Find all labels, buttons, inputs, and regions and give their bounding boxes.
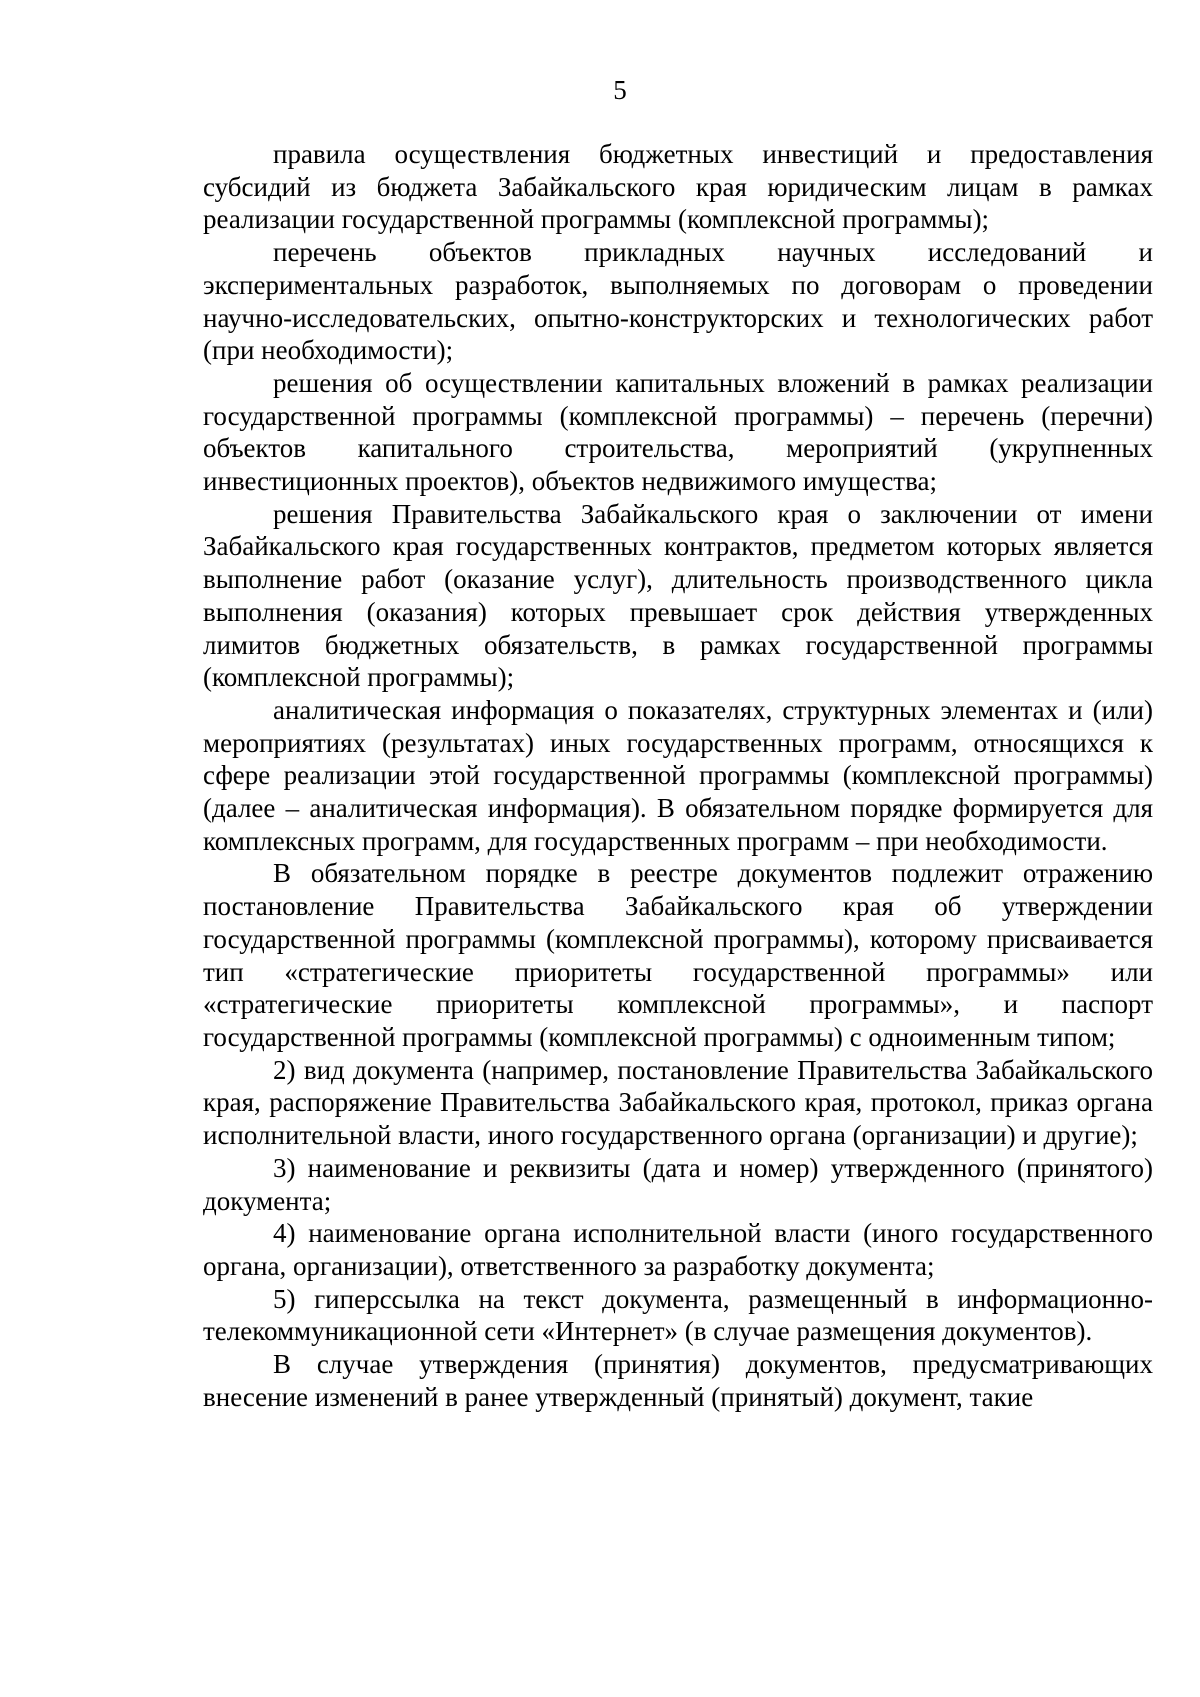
paragraph-government-contracts-decisions: решения Правительства Забайкальского края о заключении от имени Забайкальского края государственных контрактов, предметом которых является выполнение работ (оказание услуг), длительность производственного цикла выполнения (оказания) которых превышает срок действия утвержденных лимитов бюджетных обязательств, в рамках государственной программы (комплексной программы); (203, 498, 1153, 693)
paragraph-item-2-document-type: 2) вид документа (например, постановление Правительства Забайкальского края, распоряжение Правительства Забайкальского края, протокол, приказ органа исполнительной власти, иного государственного органа (организации) и другие); (203, 1054, 1153, 1151)
page-number: 5 (613, 75, 627, 105)
paragraph-item-5-hyperlink: 5) гиперссылка на текст документа, размещенный в информационно-телекоммуникационной сети «Интернет» (в случае размещения документов). (203, 1283, 1153, 1347)
paragraph-research-objects-list: перечень объектов прикладных научных исследований и экспериментальных разработок, выполняемых по договорам о проведении научно-исследовательских, опытно-конструкторских и технологических работ (при необходимости); (203, 237, 1153, 366)
paragraph-mandatory-registry-entries: В обязательном порядке в реестре документов подлежит отражению постановление Правительства Забайкальского края об утверждении государственной программы (комплексной программы), которому присваивается тип «стратегические приоритеты государственной программы» или «стратегические приоритеты комплексной программы», и паспорт государственной программы (комплексной программы) с одноименным типом; (203, 858, 1153, 1052)
paragraph-item-3-document-name: 3) наименование и реквизиты (дата и номер) утвержденного (принятого) документа; (203, 1152, 1153, 1216)
paragraph-item-4-responsible-body: 4) наименование органа исполнительной власти (иного государственного органа, организации), ответственного за разработку документа; (203, 1218, 1153, 1281)
paragraph-budget-investment-rules: правила осуществления бюджетных инвестиций и предоставления субсидий из бюджета Забайкальского края юридическим лицам в рамках реализации государственной программы (комплексной программы); (203, 139, 1153, 235)
paragraph-amendments: В случае утверждения (принятия) документов, предусматривающих внесение изменений в ранее утвержденный (принятый) документ, такие (203, 1349, 1153, 1412)
paragraph-analytical-information: аналитическая информация о показателях, структурных элементах и (или) мероприятиях (результатах) иных государственных программ, относящихся к сфере реализации этой государственной программы (комплексной программы) (далее – аналитическая информация). В обязательном порядке формируется для комплексных программ, для государственных программ – при необходимости. (203, 694, 1153, 856)
document-body (203, 138, 1153, 1413)
paragraph-capital-investment-decisions: решения об осуществлении капитальных вложений в рамках реализации государственной программы (комплексной программы) – перечень (перечни) объектов капитального строительства, мероприятий (укрупненных инвестиционных проектов), объектов недвижимого имущества; (203, 367, 1153, 497)
